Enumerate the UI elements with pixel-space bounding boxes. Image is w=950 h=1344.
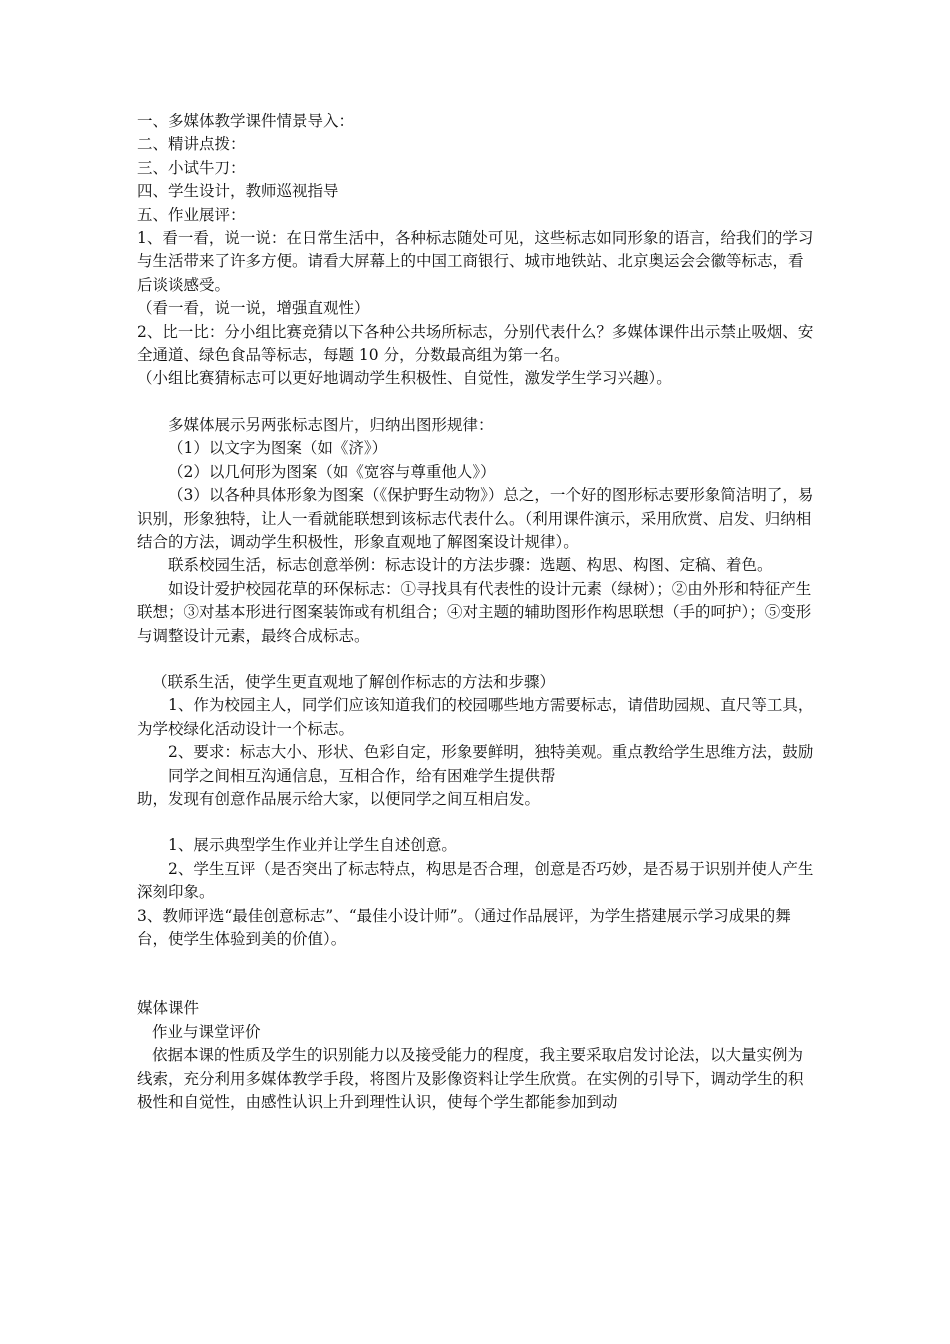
section-media: [137, 997, 817, 1114]
section-intro: [137, 227, 817, 391]
practice-task-2: 2、要求：标志大小、形状、色彩自定，形象要鲜明，独特美观。重点教给学生思维方法，鼓励同学之间相互沟通信息，互相合作，给有困难学生提供帮: [168, 743, 814, 785]
section-evaluation: [137, 834, 817, 951]
spacer: [137, 811, 817, 834]
outline-item-2: 二、精讲点拨：: [137, 135, 246, 154]
section-rules: [137, 414, 817, 648]
spacer: [137, 391, 817, 414]
outline-item-1: 一、多媒体教学课件情景导入：: [137, 112, 355, 130]
design-example: 如设计爱护校园花草的环保标志：①寻找具有代表性的设计元素（绿树）；②由外形和特征产生联想；③对基本形进行图案装饰或有机组合；④对主题的辅助图形作构思联想（手的呵护）；⑤变形与调整设计元素，最终合成标志。: [137, 579, 812, 645]
evaluation-item-1: 1、展示典型学生作业并让学生自述创意。: [168, 836, 457, 855]
heading-media-courseware: 媒体课件: [137, 999, 200, 1018]
note-look-and-say: （看一看，说一说，增强直观性）: [137, 299, 370, 318]
spacer: [137, 951, 817, 997]
design-steps: 联系校园生活，标志创意举例：标志设计的方法步骤：选题、构思、构图、定稿、着色。: [168, 556, 773, 575]
outline-item-4: 四、学生设计，教师巡视指导: [137, 182, 339, 201]
note-compete: （小组比赛猜标志可以更好地调动学生积极性、自觉性，激发学生学习兴趣）。: [137, 369, 672, 388]
practice-note: （联系生活，使学生更直观地了解创作标志的方法和步骤）: [152, 672, 556, 691]
document-page: [137, 110, 817, 1114]
paragraph-compete: 2、比一比：分小组比赛竞猜以下各种公共场所标志，分别代表什么？多媒体课件出示禁止吸烟、安全通道、绿色食品等标志，每题 10 分，分数最高组为第一名。: [137, 322, 814, 365]
outline-list: [137, 110, 817, 227]
outline-item-3: 三、小试牛刀：: [137, 158, 246, 177]
rule-text-pattern: （1）以文字为图案（如《济》）: [168, 439, 388, 458]
rule-geometric-pattern: （2）以几何形为图案（如《宽容与尊重他人》）: [168, 462, 496, 481]
outline-item-5: 五、作业展评：: [137, 205, 246, 224]
paragraph-teaching-method: 依据本课的性质及学生的识别能力以及接受能力的程度，我主要采取启发讨论法，以大量实例为线索，充分利用多媒体教学手段，将图片及影像资料让学生欣赏。在实例的引导下，调动学生的积极性和自觉性，由感性认识上升到理性认识，使每个学生都能参加到动: [137, 1046, 804, 1112]
heading-homework-evaluation: 作业与课堂评价: [152, 1022, 261, 1041]
rules-intro: 多媒体展示另两张标志图片，归纳出图形规律：: [168, 415, 494, 434]
practice-task-1: 1、作为校园主人，同学们应该知道我们的校园哪些地方需要标志，请借助园规、直尺等工具，为学校绿化活动设计一个标志。: [137, 696, 814, 738]
evaluation-item-2: 2、学生互评（是否突出了标志特点，构思是否合理，创意是否巧妙，是否易于识别并使人产生深刻印象。: [137, 859, 814, 902]
evaluation-item-3: 3、教师评选“最佳创意标志”、“最佳小设计师”。（通过作品展评，为学生搭建展示学习成果的舞台，使学生体验到美的价值）。: [137, 906, 791, 948]
spacer: [137, 648, 817, 671]
paragraph-look-and-say: 1、看一看，说一说：在日常生活中，各种标志随处可见，这些标志如同形象的语言，给我们的学习与生活带来了许多方便。请看大屏幕上的中国工商银行、城市地铁站、北京奥运会会徽等标志，看后谈谈感受。: [137, 229, 814, 294]
practice-task-2-continued: 助，发现有创意作品展示给大家，以便同学之间互相启发。: [137, 789, 541, 808]
rule-figurative-pattern: （3）以各种具体形象为图案（《保护野生动物》）总之，一个好的图形标志要形象简洁明了，易识别，形象独特，让人一看就能联想到该标志代表什么。（利用课件演示，采用欣赏、启发、归纳相结合的方法，调动学生积极性，形象直观地了解图案设计规律）。: [137, 486, 814, 551]
section-practice: [137, 671, 817, 811]
